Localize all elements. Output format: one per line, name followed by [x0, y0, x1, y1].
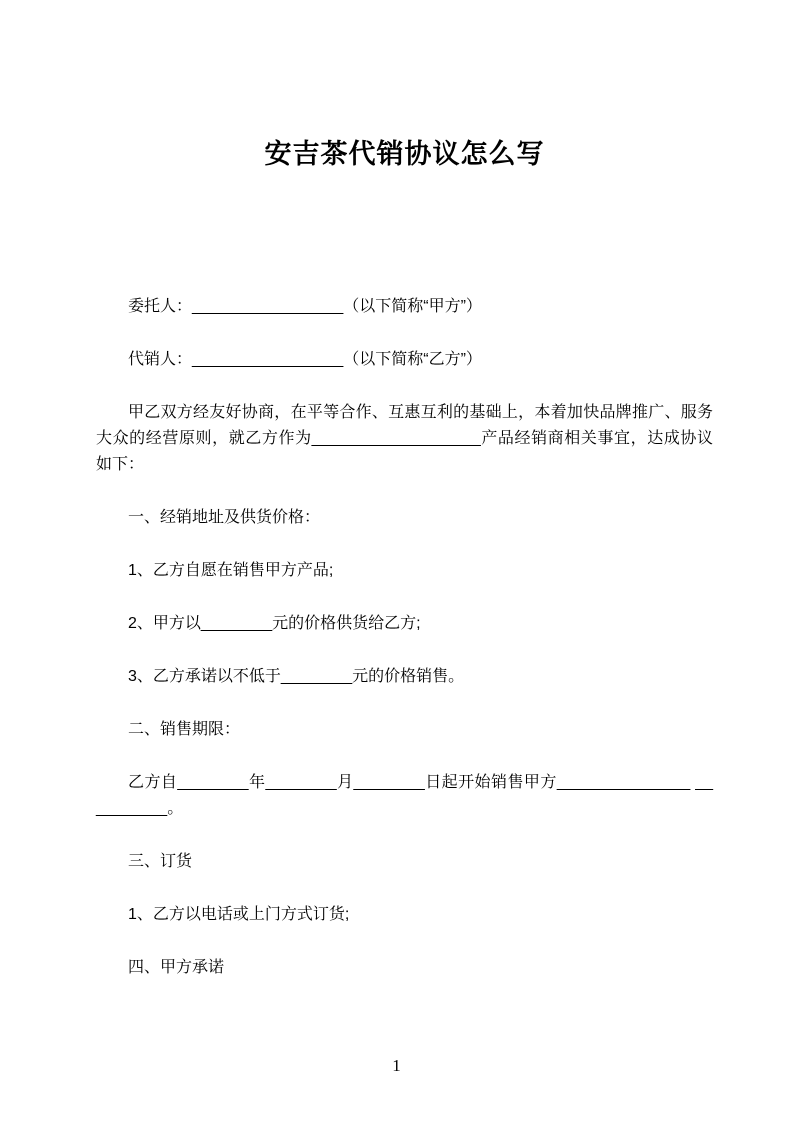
clause-heading-3: 三、订货 [128, 853, 193, 870]
clause-item-3-1: 1、乙方以电话或上门方式订货; [128, 906, 350, 923]
clause-item-2-1: 乙方自________年________月________日起开始销售甲方_______________ __________。 [96, 774, 713, 817]
document-title: 安吉茶代销协议怎么写 [264, 139, 545, 169]
document-body [96, 294, 713, 981]
clause-heading-1: 一、经销地址及供货价格： [128, 509, 321, 526]
intro-paragraph: 甲乙双方经友好协商，在平等合作、互惠互利的基础上，本着加快品牌推广、服务大众的经营原则，就乙方作为___________________产品经销商相关事宜，达成协议如下： [96, 404, 713, 473]
party-line-agent: 代销人：_________________（以下简称“乙方”） [128, 351, 482, 368]
clause-heading-2: 二、销售期限： [128, 721, 241, 738]
clause-item-1-2: 2、甲方以________元的价格供货给乙方; [128, 615, 421, 632]
clause-item-1-3: 3、乙方承诺以不低于________元的价格销售。 [128, 668, 465, 685]
party-line-principal: 委托人：_________________（以下简称“甲方”） [128, 298, 482, 315]
clause-heading-4: 四、甲方承诺 [128, 959, 225, 976]
clause-item-1-1: 1、乙方自愿在销售甲方产品; [128, 562, 334, 579]
page-number: 1 [392, 1056, 401, 1075]
